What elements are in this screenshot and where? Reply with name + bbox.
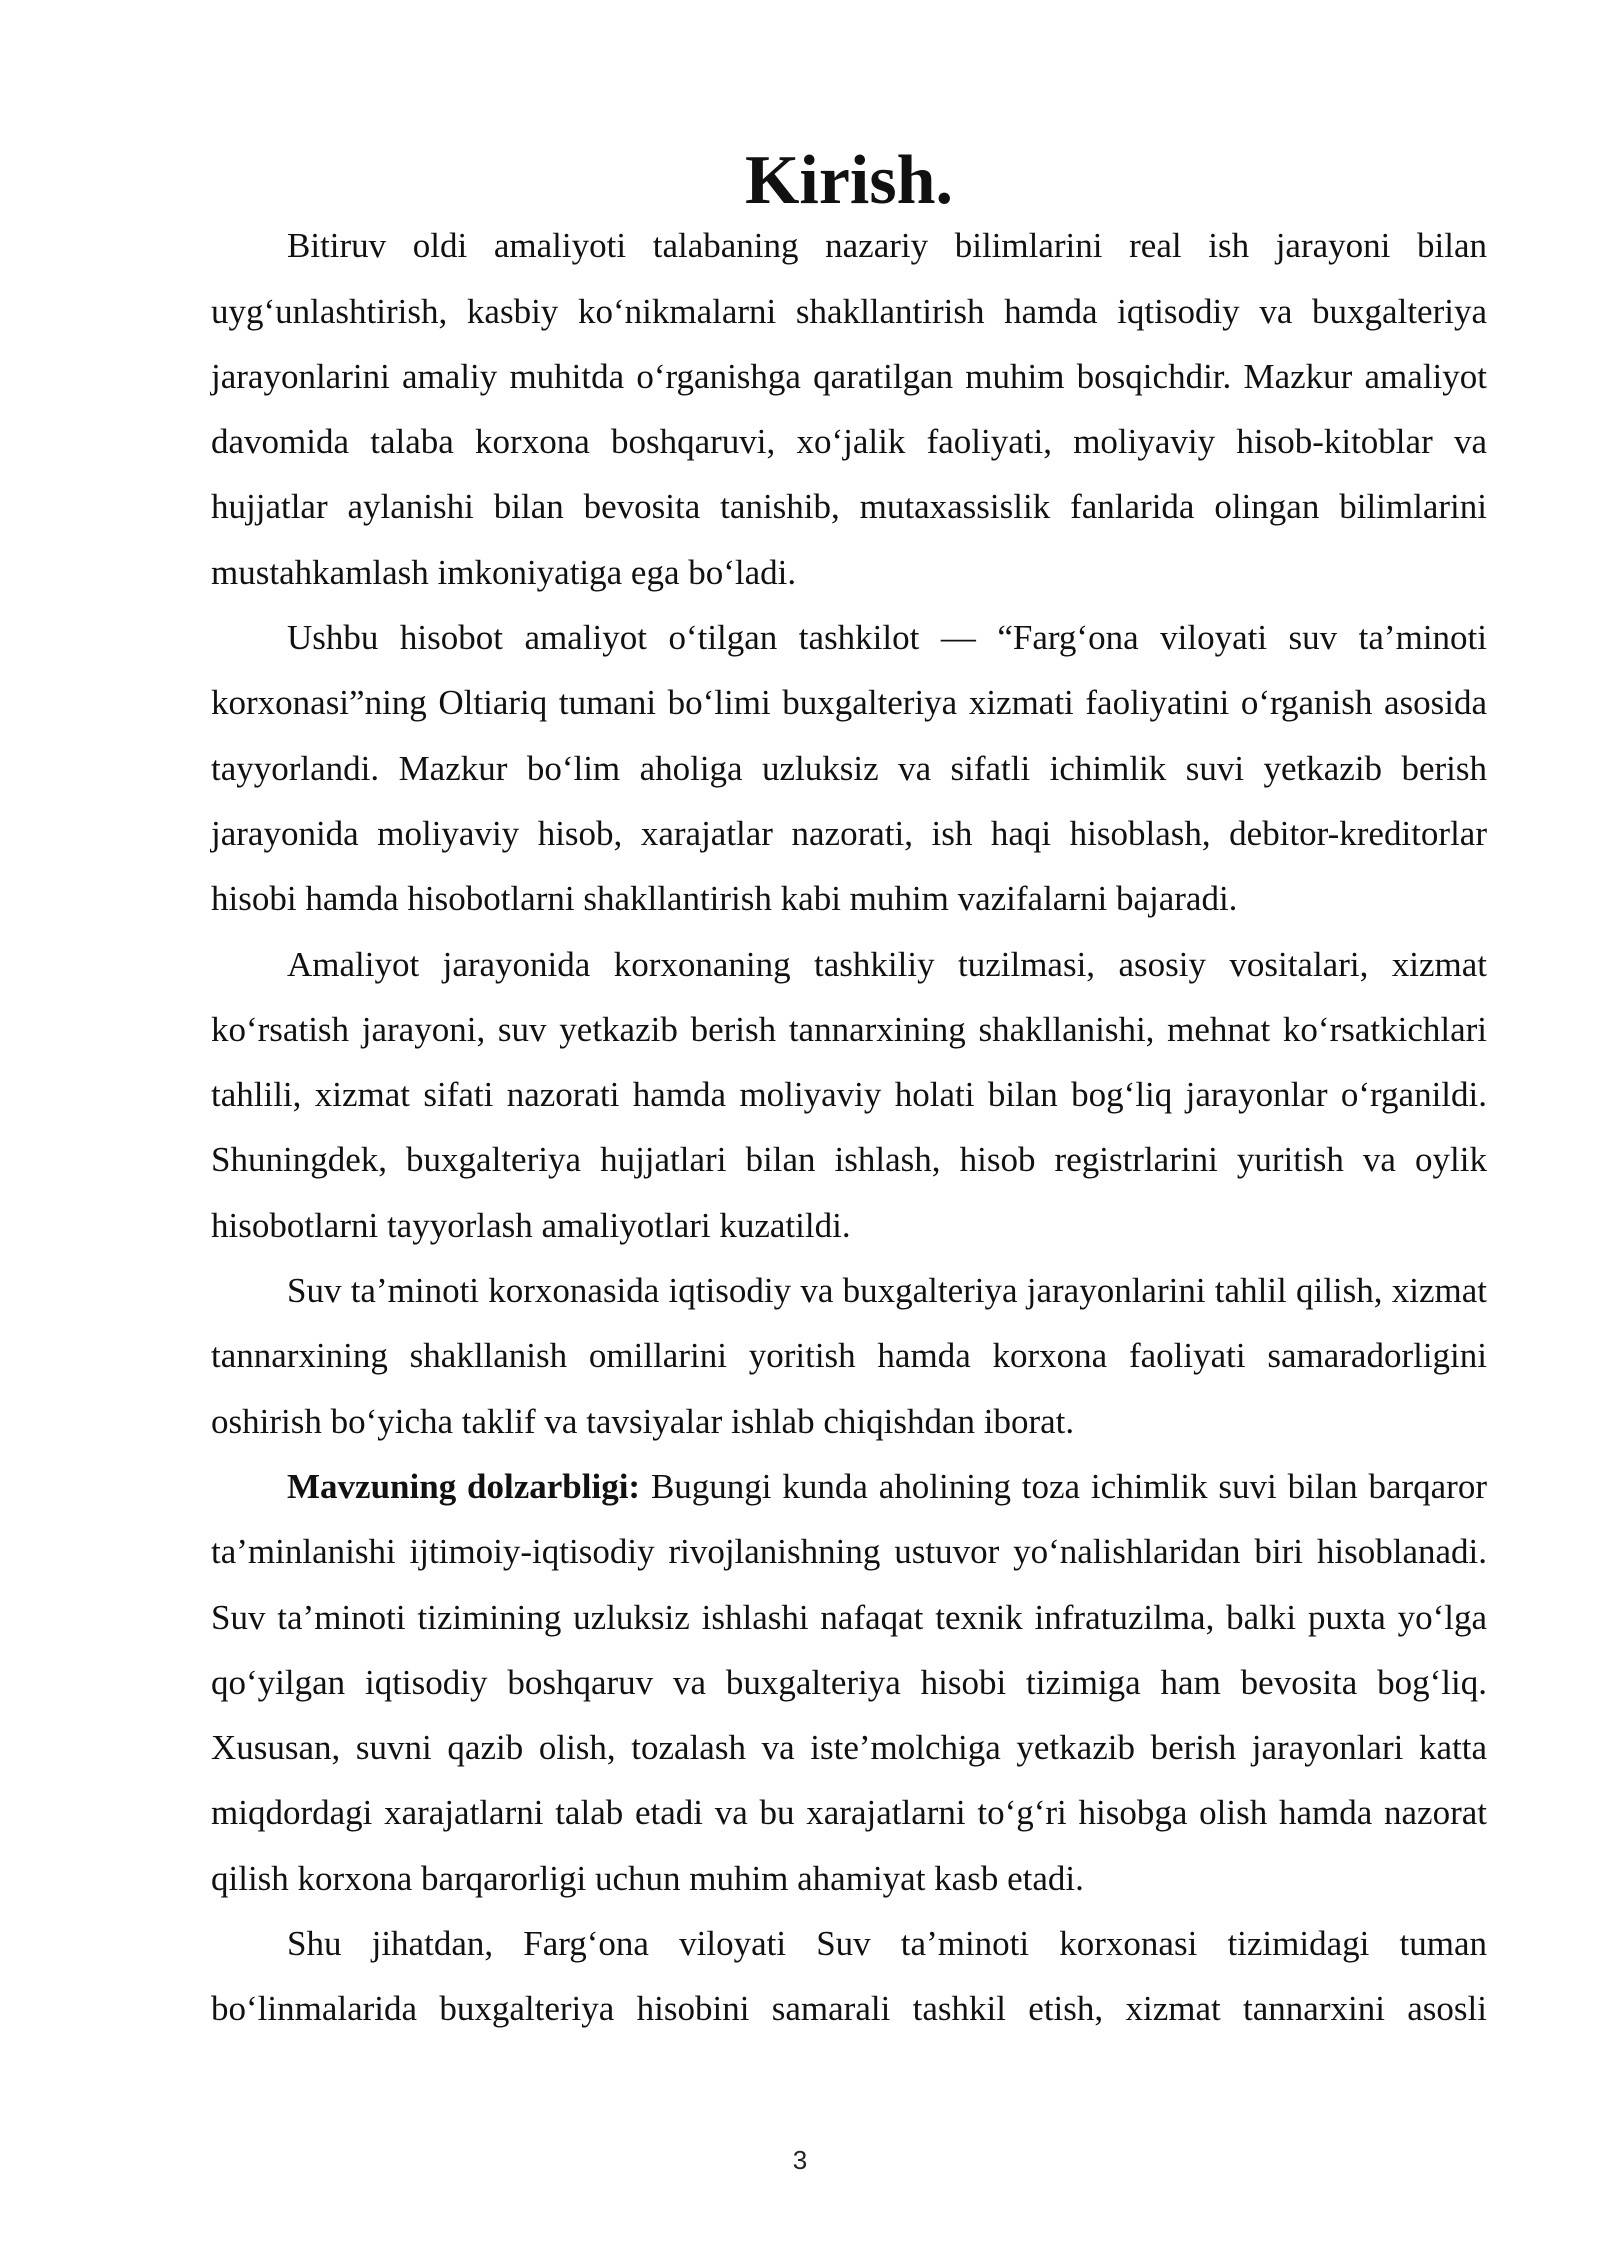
paragraph-1	[211, 213, 1487, 605]
paragraph-lead-heading: Mavzuning dolzarbligi:	[287, 1466, 641, 1506]
paragraph-text: Suv ta’minoti korxonasida iqtisodiy va buxgalteriya jarayonlarini tahlil qilish, xizmat tannarxining shakllanish omillarini yoritish hamda korxona faoliyati samaradorligini oshirish bo‘yicha taklif va tavsiyalar ishlab chiqishdan iborat.	[211, 1271, 1487, 1441]
paragraph-text: Shu jihatdan, Farg‘ona viloyati Suv ta’minoti korxonasi tizimidagi tuman bo‘linmalarida buxgalteriya hisobini samarali tashkil etish, xizmat tannarxini asosli	[211, 1924, 1487, 2029]
paragraph-text: Bitiruv oldi amaliyoti talabaning nazariy bilimlarini real ish jarayoni bilan uyg‘unlashtirish, kasbiy ko‘nikmalarni shakllantirish hamda iqtisodiy va buxgalteriya jarayonlarini amaliy muhitda o‘rganishga qaratilgan muhim bosqichdir. Mazkur amaliyot davomida talaba korxona boshqaruvi, xo‘jalik faoliyati, moliyaviy hisob-kitoblar va hujjatlar aylanishi bilan bevosita tanishib, mutaxassislik fanlarida olingan bilimlarini mustahkamlash imkoniyatiga ega bo‘ladi.	[211, 226, 1487, 592]
paragraph-6	[211, 1911, 1487, 2042]
paragraph-text: Bugungi kunda aholining toza ichimlik suvi bilan barqaror ta’minlanishi ijtimoiy-iqtisodiy rivojlanishning ustuvor yo‘nalishlaridan biri hisoblanadi. Suv ta’minoti tizimining uzluksiz ishlashi nafaqat texnik infratuzilma, balki puxta yo‘lga qo‘yilgan iqtisodiy boshqaruv va buxgalteriya hisobi tizimiga ham bevosita bog‘liq. Xususan, suvni qazib olish, tozalash va iste’molchiga yetkazib berish jarayonlari katta miqdordagi xarajatlarni talab etadi va bu xarajatlarni to‘g‘ri hisobga olish hamda nazorat qilish korxona barqarorligi uchun muhim ahamiyat kasb etadi.	[211, 1466, 1487, 1898]
paragraph-text: Ushbu hisobot amaliyot o‘tilgan tashkilot — “Farg‘ona viloyati suv ta’minoti korxonasi”ning Oltiariq tumani bo‘limi buxgalteriya xizmati faoliyatini o‘rganish asosida tayyorlandi. Mazkur bo‘lim aholiga uzluksiz va sifatli ichimlik suvi yetkazib berish jarayonida moliyaviy hisob, xarajatlar nazorati, ish haqi hisoblash, debitor-kreditorlar hisobi hamda hisobotlarni shakllantirish kabi muhim vazifalarni bajaradi.	[211, 618, 1487, 919]
section-title: Kirish.	[744, 142, 954, 219]
document-body	[211, 142, 1487, 2042]
paragraph-text: Amaliyot jarayonida korxonaning tashkiliy tuzilmasi, asosiy vositalari, xizmat ko‘rsatish jarayoni, suv yetkazib berish tannarxining shakllanishi, mehnat ko‘rsatkichlari tahlili, xizmat sifati nazorati hamda moliyaviy holati bilan bog‘liq jarayonlar o‘rganildi. Shuningdek, buxgalteriya hujjatlari bilan ishlash, hisob registrlarini yuritish va oylik hisobotlarni tayyorlash amaliyotlari kuzatildi.	[211, 944, 1487, 1245]
page-number: 3	[792, 2145, 808, 2175]
paragraph-4	[211, 1258, 1487, 1454]
paragraph-5-relevance	[211, 1454, 1487, 1911]
paragraph-3	[211, 932, 1487, 1258]
paragraph-2	[211, 605, 1487, 931]
